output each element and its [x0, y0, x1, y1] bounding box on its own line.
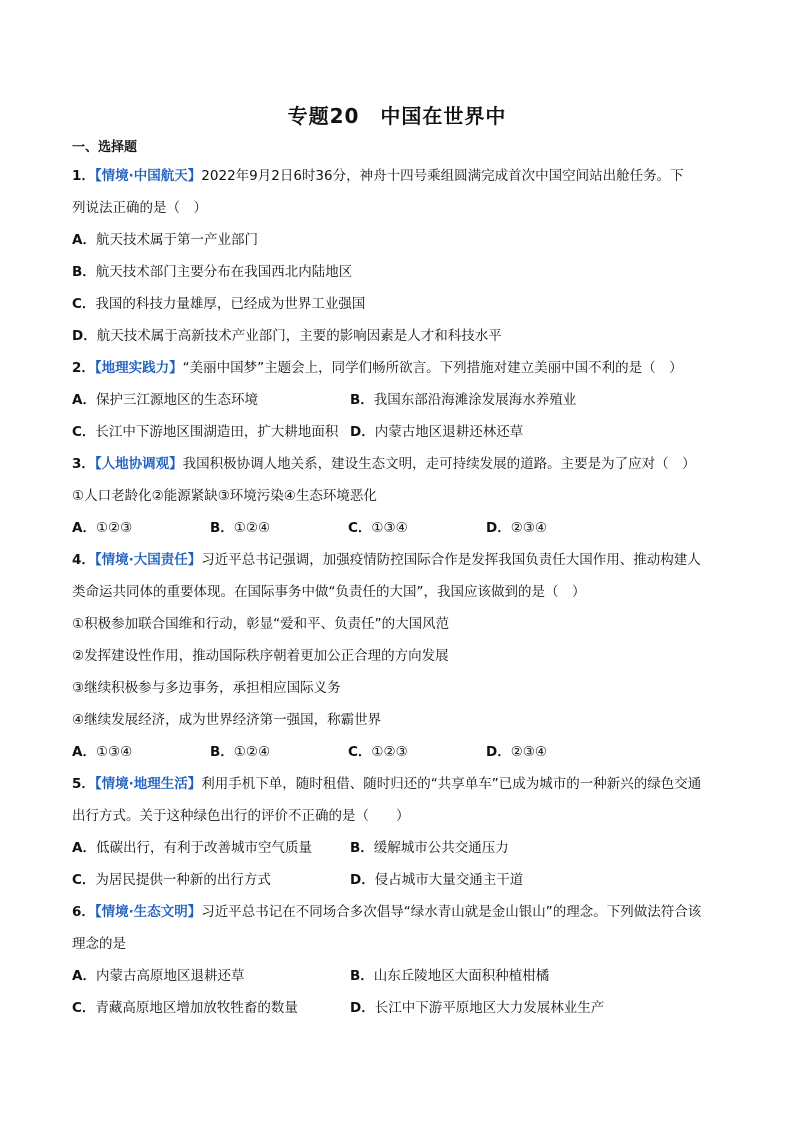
question-6-options-row-1: [72, 960, 722, 992]
question-4-item-2: ②发挥建设性作用，推动国际秩序朝着更加公正合理的方向发展: [72, 648, 449, 664]
question-1-option-d: [72, 320, 722, 352]
question-2-option-b: [350, 384, 576, 416]
question-6-option-a: [72, 960, 350, 992]
question-tag: 【情境·生态文明】: [94, 904, 202, 920]
question-tag: 【情境·中国航天】: [94, 168, 202, 184]
question-text: 习近平总书记在不同场合多次倡导“绿水青山就是金山银山”的理念。下列做法符合该: [201, 904, 702, 920]
question-4-stem-line-2: 类命运共同体的重要体现。在国际事务中做“负责任的大国”，我国应该做到的是（ ）: [72, 584, 586, 600]
question-text: “美丽中国梦”主题会上，同学们畅所欲言。下列措施对建立美丽中国不利的是（ ）: [182, 360, 683, 376]
question-2-option-c: [72, 416, 350, 448]
question-3-option-c: [348, 512, 486, 544]
question-1-stem-line-2: 列说法正确的是（ ）: [72, 200, 207, 216]
option-letter: C．: [72, 872, 96, 888]
question-5-options-row-2: [72, 864, 722, 896]
option-letter: C．: [348, 744, 372, 760]
option-letter: B．: [350, 968, 374, 984]
question-tag: 【人地协调观】: [94, 456, 183, 472]
option-letter: D．: [486, 744, 511, 760]
option-text: 长江中下游地区围湖造田，扩大耕地面积: [95, 424, 339, 440]
option-letter: B．: [210, 744, 234, 760]
option-text: 缓解城市公共交通压力: [373, 840, 509, 856]
question-5-option-c: [72, 864, 350, 896]
option-text: 侵占城市大量交通主干道: [374, 872, 524, 888]
question-4-option-a: [72, 736, 210, 768]
option-text: 为居民提供一种新的出行方式: [95, 872, 271, 888]
option-text: 保护三江源地区的生态环境: [95, 392, 258, 408]
option-text: 航天技术属于高新技术产业部门，主要的影响因素是人才和科技水平: [96, 328, 502, 344]
option-letter: D．: [350, 424, 375, 440]
question-4-item-1: ①积极参加联合国维和行动，彰显“爱和平、负责任”的大国风范: [72, 616, 450, 632]
question-4-item-4: ④继续发展经济，成为世界经济第一强国，称霸世界: [72, 712, 382, 728]
option-letter: C．: [348, 520, 372, 536]
question-2-option-a: [72, 384, 350, 416]
question-number: 2．: [72, 360, 95, 376]
question-5-option-d: [350, 864, 523, 896]
question-3-option-a: [72, 512, 210, 544]
question-6-options-row-2: [72, 992, 722, 1024]
question-5-option-b: [350, 832, 509, 864]
option-text: 内蒙古地区退耕还林还草: [374, 424, 524, 440]
question-1-option-c: [72, 288, 722, 320]
question-number: 3．: [72, 456, 95, 472]
option-letter: A．: [72, 392, 96, 408]
option-letter: C．: [72, 1000, 96, 1016]
option-text: ①②④: [233, 744, 271, 760]
question-number: 5．: [72, 776, 95, 792]
question-4-option-c: [348, 736, 486, 768]
option-text: 航天技术属于第一产业部门: [95, 232, 258, 248]
option-letter: C．: [72, 424, 96, 440]
option-letter: D．: [72, 328, 97, 344]
question-text: 我国积极协调人地关系，建设生态文明，走可持续发展的道路。主要是为了应对（ ）: [182, 456, 696, 472]
option-letter: A．: [72, 232, 96, 248]
question-5-options-row-1: [72, 832, 722, 864]
question-6-option-b: [350, 960, 549, 992]
page-title: 专题20 中国在世界中: [287, 104, 507, 128]
question-3-option-d: [486, 512, 547, 544]
question-2-option-d: [350, 416, 523, 448]
question-5-option-a: [72, 832, 350, 864]
question-4-option-d: [486, 736, 547, 768]
option-text: 青藏高原地区增加放牧牲畜的数量: [95, 1000, 298, 1016]
option-text: 航天技术部门主要分布在我国西北内陆地区: [95, 264, 353, 280]
question-4-options-row: [72, 736, 722, 768]
question-3-choice-items: ①人口老龄化②能源紧缺③环境污染④生态环境恶化: [72, 488, 377, 504]
question-1-option-a: [72, 224, 722, 256]
option-letter: B．: [350, 840, 374, 856]
option-letter: A．: [72, 968, 96, 984]
question-tag: 【地理实践力】: [94, 360, 183, 376]
question-text: 利用手机下单，随时租借、随时归还的“共享单车”已成为城市的一种新兴的绿色交通: [201, 776, 702, 792]
option-letter: B．: [72, 264, 96, 280]
question-text: 习近平总书记强调，加强疫情防控国际合作是发挥我国负责任大国作用、推动构建人: [201, 552, 701, 568]
question-4-item-3: ③继续积极参与多边事务，承担相应国际义务: [72, 680, 341, 696]
question-4-option-b: [210, 736, 348, 768]
option-text: 长江中下游平原地区大力发展林业生产: [374, 1000, 605, 1016]
option-text: ①②③: [95, 520, 133, 536]
option-text: 内蒙古高原地区退耕还草: [95, 968, 245, 984]
question-tag: 【情境·地理生活】: [94, 776, 202, 792]
question-3-option-b: [210, 512, 348, 544]
option-text: ①②④: [233, 520, 271, 536]
option-text: 低碳出行，有利于改善城市空气质量: [95, 840, 312, 856]
question-3-stem-line-1: [72, 448, 722, 480]
question-number: 4．: [72, 552, 95, 568]
question-6-option-c: [72, 992, 350, 1024]
option-letter: C．: [72, 296, 96, 312]
option-text: ①③④: [371, 520, 408, 536]
question-number: 6．: [72, 904, 95, 920]
option-letter: B．: [210, 520, 234, 536]
question-tag: 【情境·大国责任】: [94, 552, 202, 568]
question-6-option-d: [350, 992, 604, 1024]
question-2-options-row-1: [72, 384, 722, 416]
question-number: 1．: [72, 168, 95, 184]
option-text: ①②③: [371, 744, 408, 760]
question-5-stem-line-2: 出行方式。关于这种绿色出行的评价不正确的是（ ）: [72, 808, 410, 824]
option-text: ①③④: [95, 744, 133, 760]
option-letter: D．: [350, 872, 375, 888]
question-2-stem-line-1: [72, 352, 722, 384]
question-5-stem-line-1: [72, 768, 722, 800]
question-1-stem-line-1: [72, 160, 722, 192]
option-text: 山东丘陵地区大面积种植柑橘: [373, 968, 550, 984]
question-6-stem-line-1: [72, 896, 722, 928]
question-2-options-row-2: [72, 416, 722, 448]
option-text: 我国东部沿海滩涂发展海水养殖业: [373, 392, 577, 408]
question-3-options-row: [72, 512, 722, 544]
question-1-option-b: [72, 256, 722, 288]
option-letter: A．: [72, 744, 96, 760]
option-letter: A．: [72, 840, 96, 856]
option-letter: D．: [350, 1000, 375, 1016]
question-list: [72, 160, 722, 1024]
option-letter: B．: [350, 392, 374, 408]
question-4-stem-line-1: [72, 544, 722, 576]
question-text: 2022年9月2日6时36分，神舟十四号乘组圆满完成首次中国空间站出舱任务。下: [201, 168, 684, 184]
option-text: ②③④: [510, 744, 548, 760]
question-6-stem-line-2: 理念的是: [72, 936, 126, 952]
option-text: ②③④: [510, 520, 548, 536]
option-text: 我国的科技力量雄厚，已经成为世界工业强国: [95, 296, 366, 312]
section-heading: 一、选择题: [72, 140, 138, 155]
option-letter: D．: [486, 520, 511, 536]
option-letter: A．: [72, 520, 96, 536]
